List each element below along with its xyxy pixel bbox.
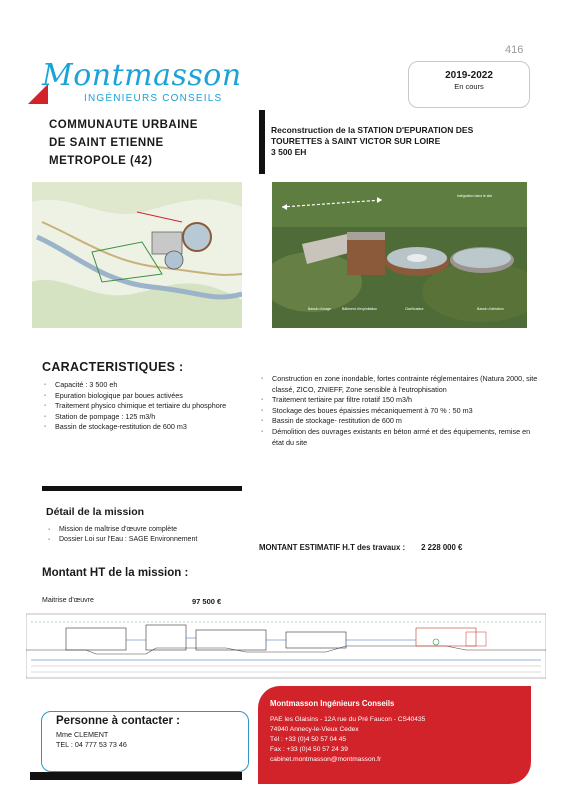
characteristics-right-list bbox=[259, 374, 539, 448]
project-line: Reconstruction de la STATION D'EPURATION DES bbox=[271, 125, 474, 135]
company-phone[interactable]: Tél : +33 (0)4 50 57 04 45 bbox=[270, 736, 347, 743]
section-divider bbox=[42, 486, 242, 491]
contact-phone[interactable]: TEL : 04 777 53 73 46 bbox=[56, 740, 127, 749]
fee-label: Maitrise d'œuvre bbox=[42, 597, 94, 604]
project-title bbox=[271, 125, 501, 158]
list-item: ▪ Démolition des ouvrages existants en béton armé et des équipements, remise en état du site bbox=[259, 427, 539, 448]
render-label: Bâtiment d'exploitation bbox=[342, 307, 378, 311]
fee-heading: Montant HT de la mission : bbox=[42, 567, 189, 579]
project-accent-bar bbox=[259, 110, 265, 174]
company-address: PAE les Glaisins - 12A rue du Pré Faucon - CS40435 bbox=[270, 716, 426, 723]
contact-accent-bar bbox=[30, 772, 242, 780]
render-label: Clarificateur bbox=[405, 307, 424, 311]
client-line: METROPOLE (42) bbox=[49, 155, 153, 167]
list-item: ▪ Traitement tertiaire par filtre rotatif 150 m3/h bbox=[259, 395, 539, 406]
list-item: ▪ Bassin de stockage-restitution de 600 m3 bbox=[42, 422, 252, 433]
estimate-value: 2 228 000 € bbox=[421, 543, 463, 552]
client-line: COMMUNAUTE URBAINE bbox=[49, 119, 198, 131]
period-box bbox=[408, 61, 530, 108]
contact-box bbox=[41, 711, 249, 772]
mission-heading: Détail de la mission bbox=[46, 506, 145, 518]
list-item: ▪ Stockage des boues épaissies mécaniquement à 70 % : 50 m3 bbox=[259, 406, 539, 417]
logo-wordmark: Montmasson bbox=[42, 58, 242, 93]
site-plan-image bbox=[32, 182, 242, 328]
characteristics-left-list bbox=[42, 380, 252, 433]
render-label: Intégration dans le site bbox=[457, 194, 493, 198]
render-label: Bassin d'aération bbox=[477, 307, 504, 311]
contact-name: Mme CLEMENT bbox=[56, 730, 109, 739]
company-info-box bbox=[258, 686, 531, 784]
page-number: 416 bbox=[505, 44, 524, 56]
contact-heading: Personne à contacter : bbox=[56, 715, 180, 727]
company-name: Montmasson Ingénieurs Conseils bbox=[270, 699, 395, 708]
estimate-label: MONTANT ESTIMATIF H.T des travaux : bbox=[259, 543, 406, 552]
render-label: Bassin d'orage bbox=[308, 307, 332, 311]
list-item: ▪ Construction en zone inondable, fortes contrainte réglementaires (Natura 2000, site classé, ZICO, ZNIEFF, Zone sensible à l'eutrophisation bbox=[259, 374, 539, 395]
list-item: ▪ Bassin de stockage- restitution de 600 m bbox=[259, 416, 539, 427]
fee-value: 97 500 € bbox=[192, 597, 222, 606]
period-years: 2019-2022 bbox=[445, 70, 493, 81]
hydraulic-profile-drawing bbox=[26, 610, 546, 682]
station-render-image bbox=[272, 182, 527, 328]
list-item: ▪ Mission de maîtrise d'œuvre complète bbox=[46, 525, 266, 535]
project-line: 3 500 EH bbox=[271, 147, 307, 157]
list-item: ▪ Dossier Loi sur l'Eau : SAGE Environnement bbox=[46, 535, 266, 545]
company-logo bbox=[28, 58, 242, 108]
characteristics-heading: CARACTERISTIQUES : bbox=[42, 360, 184, 374]
logo-subtitle: INGÉNIEURS CONSEILS bbox=[84, 93, 223, 104]
mission-list bbox=[46, 525, 266, 546]
list-item: ▪ Epuration biologique par boues activées bbox=[42, 391, 252, 402]
client-line: DE SAINT ETIENNE bbox=[49, 137, 164, 149]
period-status: En cours bbox=[454, 82, 484, 91]
list-item: ▪ Traitement physico chimique et tertiaire du phosphore bbox=[42, 401, 252, 412]
list-item: ▪ Station de pompage : 125 m3/h bbox=[42, 412, 252, 423]
client-name bbox=[49, 116, 198, 170]
company-email[interactable]: cabinet.montmasson@montmasson.fr bbox=[270, 756, 382, 763]
project-line: TOURETTES à SAINT VICTOR SUR LOIRE bbox=[271, 136, 441, 146]
company-city: 74940 Annecy-le-Vieux Cedex bbox=[270, 726, 359, 733]
company-fax: Fax : +33 (0)4 50 57 24 39 bbox=[270, 746, 348, 753]
estimate-line bbox=[259, 543, 462, 552]
list-item: ▪ Capacité : 3 500 eh bbox=[42, 380, 252, 391]
